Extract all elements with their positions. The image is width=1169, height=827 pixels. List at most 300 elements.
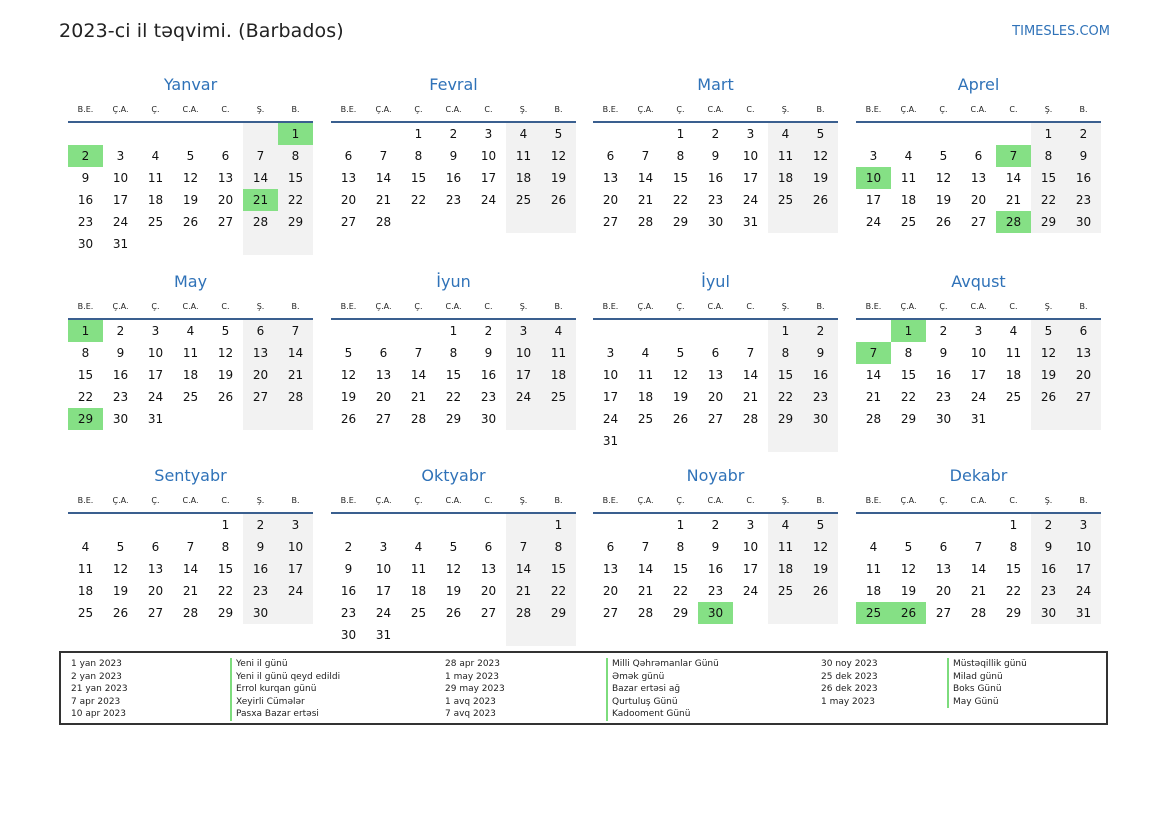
empty-cell bbox=[138, 514, 173, 536]
day-cell: 5 bbox=[1031, 320, 1066, 342]
day-cell: 12 bbox=[803, 145, 838, 167]
day-cell: 15 bbox=[672, 562, 689, 576]
holiday-day: 1 bbox=[278, 123, 313, 145]
day-cell: 12 bbox=[182, 171, 199, 185]
day-cell: 18 bbox=[768, 558, 803, 580]
day-cell: 8 bbox=[676, 149, 685, 163]
day-cell: 8 bbox=[414, 149, 423, 163]
day-cell: 28 bbox=[970, 606, 987, 620]
weekday-label: Ç. bbox=[939, 302, 948, 311]
weekday-header bbox=[856, 495, 1101, 514]
day-cell: 21 bbox=[1005, 193, 1022, 207]
day-cell: 27 bbox=[480, 606, 497, 620]
day-cell: 18 bbox=[541, 364, 576, 386]
empty-cell bbox=[138, 123, 173, 145]
day-cell: 22 bbox=[77, 390, 94, 404]
weekday-label: B. bbox=[291, 302, 300, 311]
day-cell: 19 bbox=[935, 193, 952, 207]
day-cell: 18 bbox=[77, 584, 94, 598]
day-cell: 15 bbox=[1031, 167, 1066, 189]
empty-cell bbox=[996, 408, 1031, 430]
day-cell: 4 bbox=[541, 320, 576, 342]
month-name: Noyabr bbox=[686, 466, 745, 485]
holiday-name: Əmək günü bbox=[606, 671, 719, 684]
day-cell: 19 bbox=[217, 368, 234, 382]
holiday-day: 29 bbox=[68, 408, 103, 430]
day-cell: 25 bbox=[77, 606, 94, 620]
weekday-label: B.E. bbox=[865, 496, 882, 505]
day-cell: 22 bbox=[1031, 189, 1066, 211]
day-cell: 24 bbox=[480, 193, 497, 207]
page-title: 2023-ci il təqvimi. (Barbados) bbox=[59, 20, 344, 42]
weekday-label: B. bbox=[816, 105, 825, 114]
day-cell: 27 bbox=[217, 215, 234, 229]
day-cell: 13 bbox=[217, 171, 234, 185]
day-cell: 26 bbox=[935, 215, 952, 229]
day-cell: 15 bbox=[1005, 562, 1022, 576]
day-cell: 19 bbox=[1031, 364, 1066, 386]
day-cell: 15 bbox=[768, 364, 803, 386]
month-4 bbox=[856, 75, 1101, 255]
day-cell: 23 bbox=[480, 390, 497, 404]
day-cell: 8 bbox=[768, 342, 803, 364]
day-cell: 18 bbox=[182, 368, 199, 382]
day-cell: 20 bbox=[375, 390, 392, 404]
day-cell: 21 bbox=[970, 584, 987, 598]
empty-cell bbox=[173, 123, 208, 145]
day-cell: 26 bbox=[112, 606, 129, 620]
day-cell: 8 bbox=[676, 540, 685, 554]
empty-cell bbox=[856, 320, 891, 342]
weekday-label: B.E. bbox=[340, 496, 357, 505]
day-cell: 23 bbox=[243, 580, 278, 602]
day-cell: 3 bbox=[1066, 514, 1101, 536]
day-cell: 7 bbox=[243, 145, 278, 167]
day-cell: 18 bbox=[768, 167, 803, 189]
day-cell: 29 bbox=[672, 606, 689, 620]
month-name: Dekabr bbox=[949, 466, 1008, 485]
weekday-header bbox=[856, 104, 1101, 123]
holiday-day: 21 bbox=[243, 189, 278, 211]
holiday-date: 1 yan 2023 bbox=[71, 659, 122, 669]
day-cell: 27 bbox=[147, 606, 164, 620]
holiday-date: 1 may 2023 bbox=[821, 696, 875, 707]
day-cell: 12 bbox=[935, 171, 952, 185]
empty-cell bbox=[768, 430, 803, 452]
day-cell: 1 bbox=[768, 320, 803, 342]
weekday-label: B. bbox=[554, 496, 563, 505]
empty-cell bbox=[471, 624, 506, 646]
day-cell: 13 bbox=[375, 368, 392, 382]
day-cell: 4 bbox=[768, 123, 803, 145]
day-cell: 26 bbox=[672, 412, 689, 426]
day-cell: 9 bbox=[711, 149, 720, 163]
empty-cell bbox=[436, 514, 471, 536]
day-cell: 30 bbox=[1066, 211, 1101, 233]
holiday-date: 29 may 2023 bbox=[445, 684, 505, 694]
month-name: Sentyabr bbox=[154, 466, 227, 485]
day-cell: 9 bbox=[449, 149, 458, 163]
day-cell: 26 bbox=[182, 215, 199, 229]
day-cell: 8 bbox=[904, 346, 913, 360]
day-cell: 27 bbox=[935, 606, 952, 620]
day-cell: 27 bbox=[243, 386, 278, 408]
day-cell: 31 bbox=[147, 412, 164, 426]
month-3 bbox=[593, 75, 838, 255]
day-cell: 10 bbox=[970, 346, 987, 360]
day-cell: 9 bbox=[243, 536, 278, 558]
day-cell: 21 bbox=[410, 390, 427, 404]
day-cell: 25 bbox=[768, 189, 803, 211]
empty-cell bbox=[208, 408, 243, 430]
weekday-label: B.E. bbox=[340, 302, 357, 311]
day-cell: 2 bbox=[1066, 123, 1101, 145]
day-cell: 16 bbox=[340, 584, 357, 598]
day-cell: 20 bbox=[217, 193, 234, 207]
day-cell: 6 bbox=[606, 149, 615, 163]
weekday-label: Ç. bbox=[939, 105, 948, 114]
day-cell: 26 bbox=[541, 189, 576, 211]
day-cell: 23 bbox=[445, 193, 462, 207]
weekday-label: Ş. bbox=[1044, 302, 1053, 311]
day-cell: 1 bbox=[449, 324, 458, 338]
day-cell: 5 bbox=[904, 540, 913, 554]
day-cell: 22 bbox=[672, 584, 689, 598]
day-cell: 14 bbox=[637, 562, 654, 576]
day-cell: 11 bbox=[506, 145, 541, 167]
day-cell: 13 bbox=[480, 562, 497, 576]
day-cell: 19 bbox=[445, 584, 462, 598]
day-cell: 20 bbox=[935, 584, 952, 598]
day-grid bbox=[856, 320, 1101, 430]
weekday-label: Ş. bbox=[256, 496, 265, 505]
day-cell: 12 bbox=[900, 562, 917, 576]
day-cell: 11 bbox=[1005, 346, 1022, 360]
day-cell: 2 bbox=[344, 540, 353, 554]
holiday-day: 1 bbox=[68, 320, 103, 342]
weekday-label: Ç.A. bbox=[637, 496, 654, 505]
day-cell: 16 bbox=[112, 368, 129, 382]
day-cell: 18 bbox=[1005, 368, 1022, 382]
day-cell: 22 bbox=[217, 584, 234, 598]
holiday-name: May Günü bbox=[947, 696, 1027, 709]
day-cell: 25 bbox=[900, 215, 917, 229]
empty-cell bbox=[243, 408, 278, 430]
day-cell: 25 bbox=[637, 412, 654, 426]
day-cell: 30 bbox=[935, 412, 952, 426]
weekday-label: Ç.A. bbox=[112, 302, 129, 311]
day-cell: 28 bbox=[410, 412, 427, 426]
weekday-label: B.E. bbox=[340, 105, 357, 114]
day-cell: 29 bbox=[445, 412, 462, 426]
day-cell: 7 bbox=[414, 346, 423, 360]
day-cell: 24 bbox=[602, 412, 619, 426]
day-cell: 9 bbox=[116, 346, 125, 360]
holiday-date: 26 dek 2023 bbox=[821, 684, 878, 694]
holiday-dates-col-1 bbox=[71, 658, 128, 721]
empty-cell bbox=[173, 233, 208, 255]
day-cell: 22 bbox=[672, 193, 689, 207]
day-cell: 31 bbox=[375, 628, 392, 642]
day-cell: 20 bbox=[340, 193, 357, 207]
day-cell: 27 bbox=[375, 412, 392, 426]
empty-cell bbox=[698, 430, 733, 452]
day-cell: 6 bbox=[711, 346, 720, 360]
day-cell: 12 bbox=[340, 368, 357, 382]
empty-cell bbox=[733, 320, 768, 342]
day-cell: 11 bbox=[541, 342, 576, 364]
day-cell: 17 bbox=[375, 584, 392, 598]
weekday-label: B.E. bbox=[865, 302, 882, 311]
holiday-names-col-2 bbox=[606, 658, 719, 721]
day-cell: 14 bbox=[278, 342, 313, 364]
weekday-header bbox=[331, 104, 576, 123]
day-cell: 26 bbox=[340, 412, 357, 426]
day-cell: 12 bbox=[445, 562, 462, 576]
day-cell: 16 bbox=[803, 364, 838, 386]
day-cell: 5 bbox=[449, 540, 458, 554]
day-cell: 6 bbox=[243, 320, 278, 342]
day-cell: 29 bbox=[278, 211, 313, 233]
day-cell: 18 bbox=[900, 193, 917, 207]
day-grid bbox=[593, 320, 838, 452]
empty-cell bbox=[401, 624, 436, 646]
day-cell: 13 bbox=[243, 342, 278, 364]
day-cell: 14 bbox=[506, 558, 541, 580]
day-cell: 1 bbox=[1009, 518, 1018, 532]
holiday-day: 30 bbox=[698, 602, 733, 624]
empty-cell bbox=[768, 211, 803, 233]
day-cell: 10 bbox=[278, 536, 313, 558]
month-name: Yanvar bbox=[163, 75, 218, 94]
weekday-label: Ç.A. bbox=[375, 105, 392, 114]
empty-cell bbox=[628, 430, 663, 452]
day-cell: 20 bbox=[1066, 364, 1101, 386]
weekday-label: B.E. bbox=[602, 496, 619, 505]
empty-cell bbox=[331, 514, 366, 536]
day-grid bbox=[331, 123, 576, 233]
weekday-label: C.A. bbox=[182, 496, 199, 505]
day-cell: 10 bbox=[506, 342, 541, 364]
day-cell: 23 bbox=[707, 193, 724, 207]
day-cell: 14 bbox=[243, 167, 278, 189]
weekday-label: C.A. bbox=[707, 105, 724, 114]
weekday-label: C. bbox=[746, 105, 755, 114]
day-cell: 31 bbox=[602, 434, 619, 448]
holiday-date: 28 apr 2023 bbox=[445, 659, 501, 669]
month-2 bbox=[331, 75, 576, 255]
month-name: Oktyabr bbox=[421, 466, 486, 485]
day-cell: 6 bbox=[606, 540, 615, 554]
day-cell: 10 bbox=[112, 171, 129, 185]
day-cell: 9 bbox=[711, 540, 720, 554]
day-cell: 23 bbox=[935, 390, 952, 404]
day-cell: 3 bbox=[151, 324, 160, 338]
day-cell: 15 bbox=[77, 368, 94, 382]
empty-cell bbox=[366, 320, 401, 342]
empty-cell bbox=[856, 514, 891, 536]
day-cell: 29 bbox=[1031, 211, 1066, 233]
day-grid bbox=[68, 320, 313, 430]
weekday-label: Ş. bbox=[781, 105, 790, 114]
day-grid bbox=[331, 514, 576, 646]
day-cell: 18 bbox=[637, 390, 654, 404]
day-cell: 6 bbox=[974, 149, 983, 163]
day-cell: 17 bbox=[970, 368, 987, 382]
empty-cell bbox=[506, 408, 541, 430]
month-8 bbox=[856, 272, 1101, 452]
day-cell: 3 bbox=[278, 514, 313, 536]
day-cell: 14 bbox=[742, 368, 759, 382]
day-cell: 20 bbox=[970, 193, 987, 207]
month-name: İyul bbox=[701, 272, 730, 291]
empty-cell bbox=[803, 430, 838, 452]
empty-cell bbox=[1066, 408, 1101, 430]
day-cell: 20 bbox=[243, 364, 278, 386]
day-cell: 21 bbox=[506, 580, 541, 602]
day-cell: 10 bbox=[1066, 536, 1101, 558]
weekday-label: Ş. bbox=[1044, 496, 1053, 505]
empty-cell bbox=[506, 211, 541, 233]
day-cell: 2 bbox=[449, 127, 458, 141]
day-cell: 28 bbox=[182, 606, 199, 620]
day-cell: 14 bbox=[637, 171, 654, 185]
day-cell: 30 bbox=[243, 602, 278, 624]
day-cell: 3 bbox=[116, 149, 125, 163]
day-cell: 8 bbox=[449, 346, 458, 360]
day-cell: 15 bbox=[672, 171, 689, 185]
day-cell: 25 bbox=[147, 215, 164, 229]
day-cell: 12 bbox=[672, 368, 689, 382]
day-grid bbox=[593, 514, 838, 624]
day-cell: 4 bbox=[869, 540, 878, 554]
empty-cell bbox=[803, 602, 838, 624]
day-cell: 27 bbox=[602, 215, 619, 229]
day-cell: 16 bbox=[77, 193, 94, 207]
day-cell: 28 bbox=[637, 215, 654, 229]
day-cell: 4 bbox=[414, 540, 423, 554]
weekday-label: C. bbox=[484, 302, 493, 311]
day-cell: 5 bbox=[221, 324, 230, 338]
month-name: Mart bbox=[697, 75, 734, 94]
weekday-header bbox=[331, 495, 576, 514]
day-cell: 21 bbox=[182, 584, 199, 598]
day-cell: 25 bbox=[1005, 390, 1022, 404]
holiday-list bbox=[59, 651, 1108, 725]
empty-cell bbox=[366, 514, 401, 536]
day-cell: 14 bbox=[970, 562, 987, 576]
holiday-date: 21 yan 2023 bbox=[71, 684, 128, 694]
weekday-label: C.A. bbox=[445, 105, 462, 114]
empty-cell bbox=[961, 514, 996, 536]
holiday-day: 26 bbox=[891, 602, 926, 624]
day-cell: 27 bbox=[1066, 386, 1101, 408]
day-cell: 24 bbox=[742, 584, 759, 598]
weekday-header bbox=[68, 301, 313, 320]
site-link[interactable]: TIMESLES.COM bbox=[1012, 24, 1110, 39]
empty-cell bbox=[331, 320, 366, 342]
weekday-label: Ç.A. bbox=[637, 105, 654, 114]
day-cell: 24 bbox=[970, 390, 987, 404]
weekday-label: Ç.A. bbox=[900, 496, 917, 505]
day-cell: 7 bbox=[641, 540, 650, 554]
empty-cell bbox=[891, 123, 926, 145]
day-cell: 10 bbox=[147, 346, 164, 360]
month-12 bbox=[856, 466, 1101, 646]
day-cell: 13 bbox=[340, 171, 357, 185]
empty-cell bbox=[628, 123, 663, 145]
day-cell: 16 bbox=[707, 171, 724, 185]
empty-cell bbox=[401, 211, 436, 233]
weekday-label: Ç. bbox=[676, 302, 685, 311]
day-cell: 7 bbox=[974, 540, 983, 554]
empty-cell bbox=[663, 320, 698, 342]
day-cell: 3 bbox=[484, 127, 493, 141]
empty-cell bbox=[698, 320, 733, 342]
day-cell: 30 bbox=[77, 237, 94, 251]
day-cell: 26 bbox=[217, 390, 234, 404]
day-cell: 16 bbox=[707, 562, 724, 576]
day-cell: 21 bbox=[637, 584, 654, 598]
weekday-label: Ç.A. bbox=[375, 302, 392, 311]
day-cell: 14 bbox=[865, 368, 882, 382]
day-cell: 24 bbox=[112, 215, 129, 229]
day-cell: 6 bbox=[151, 540, 160, 554]
day-grid bbox=[593, 123, 838, 233]
day-cell: 24 bbox=[742, 193, 759, 207]
weekday-header bbox=[856, 301, 1101, 320]
day-cell: 7 bbox=[379, 149, 388, 163]
day-cell: 11 bbox=[182, 346, 199, 360]
day-cell: 13 bbox=[602, 171, 619, 185]
month-6 bbox=[331, 272, 576, 452]
day-cell: 5 bbox=[541, 123, 576, 145]
weekday-label: Ç. bbox=[676, 496, 685, 505]
weekday-header bbox=[68, 495, 313, 514]
day-cell: 28 bbox=[375, 215, 392, 229]
weekday-label: B. bbox=[1079, 302, 1088, 311]
day-cell: 18 bbox=[410, 584, 427, 598]
day-cell: 7 bbox=[746, 346, 755, 360]
day-cell: 23 bbox=[707, 584, 724, 598]
day-cell: 21 bbox=[637, 193, 654, 207]
day-cell: 15 bbox=[278, 167, 313, 189]
weekday-label: Ş. bbox=[256, 302, 265, 311]
weekday-label: Ş. bbox=[519, 105, 528, 114]
empty-cell bbox=[926, 123, 961, 145]
day-cell: 14 bbox=[182, 562, 199, 576]
day-cell: 15 bbox=[900, 368, 917, 382]
weekday-label: C.A. bbox=[445, 302, 462, 311]
day-cell: 30 bbox=[340, 628, 357, 642]
day-cell: 21 bbox=[865, 390, 882, 404]
empty-cell bbox=[138, 233, 173, 255]
weekday-label: B.E. bbox=[602, 105, 619, 114]
day-cell: 29 bbox=[217, 606, 234, 620]
day-cell: 3 bbox=[746, 518, 755, 532]
day-cell: 17 bbox=[1066, 558, 1101, 580]
day-cell: 26 bbox=[1031, 386, 1066, 408]
weekday-header bbox=[331, 301, 576, 320]
month-name: Fevral bbox=[429, 75, 478, 94]
day-cell: 31 bbox=[112, 237, 129, 251]
month-name: Avqust bbox=[951, 272, 1006, 291]
day-grid bbox=[856, 514, 1101, 624]
day-cell: 22 bbox=[445, 390, 462, 404]
day-cell: 10 bbox=[375, 562, 392, 576]
day-cell: 30 bbox=[480, 412, 497, 426]
day-cell: 15 bbox=[445, 368, 462, 382]
